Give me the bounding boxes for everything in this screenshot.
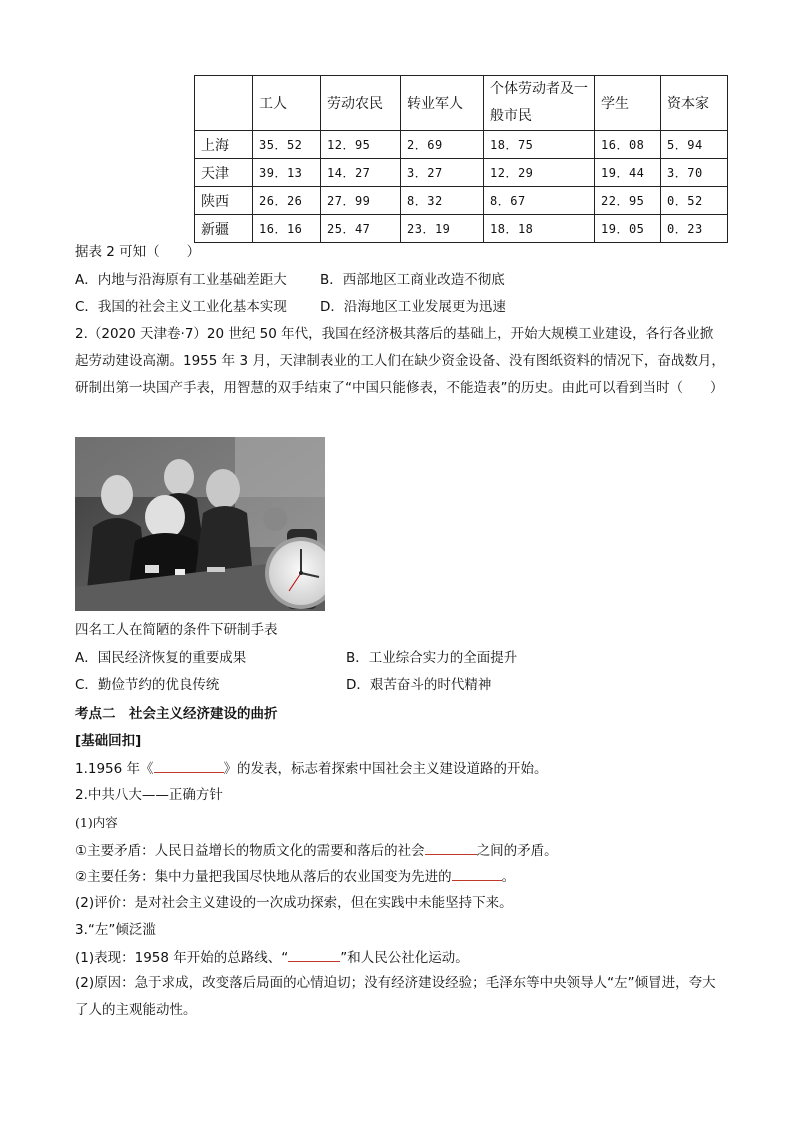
- table-cell-region: 陕西: [195, 187, 253, 215]
- table-cell-region: 上海: [195, 131, 253, 159]
- item-2-1: (1)内容: [75, 815, 118, 830]
- q1-option-a: A．内地与沿海原有工业基础差距大: [75, 272, 287, 288]
- q2-option-b: B．工业综合实力的全面提升: [346, 650, 518, 666]
- table-cell: 12．29: [484, 159, 595, 187]
- answer-blank[interactable]: [288, 947, 340, 962]
- table-cell: 0．52: [661, 187, 728, 215]
- answer-blank[interactable]: [425, 840, 477, 855]
- table-cell: 16．16: [253, 215, 321, 243]
- table-cell: 0．23: [661, 215, 728, 243]
- table-cell: 19．05: [595, 215, 661, 243]
- table-cell: 18．18: [484, 215, 595, 243]
- item-3-1: (1)表现：1958 年开始的总路线、“ ”和人民公社化运动。: [75, 947, 469, 968]
- table-cell: 22．95: [595, 187, 661, 215]
- table-row: [195, 215, 728, 243]
- section-title: 考点二 社会主义经济建设的曲折: [75, 706, 278, 722]
- section-subtitle: [基础回扣]: [75, 733, 142, 749]
- table-row: [195, 159, 728, 187]
- table-cell: 39．13: [253, 159, 321, 187]
- table-cell: 5．94: [661, 131, 728, 159]
- table-cell: 23．19: [401, 215, 484, 243]
- table-cell: 16．08: [595, 131, 661, 159]
- table-cell-region: 新疆: [195, 215, 253, 243]
- table-cell: 8．67: [484, 187, 595, 215]
- item-3: 3.“左”倾泛滥: [75, 922, 156, 938]
- table-cell: 27．99: [321, 187, 401, 215]
- table-cell: 8．32: [401, 187, 484, 215]
- q2-option-c: C．勤俭节约的优良传统: [75, 677, 220, 693]
- table-header-cell: 工人: [253, 76, 321, 131]
- item-1: 1.1956 年《 》的发表，标志着探索中国社会主义建设道路的开始。: [75, 758, 548, 779]
- item-3-2: (2)原因：急于求成，改变落后局面的心情迫切；没有经济建设经验；毛泽东等中央领导人“左”倾冒进，夸大了人的主观能动性。: [75, 975, 716, 1018]
- table-header-row: [195, 76, 728, 131]
- q1-stem: 据表 2 可知（ ）: [75, 244, 201, 260]
- table-header-cell: [195, 76, 253, 131]
- table-cell: 25．47: [321, 215, 401, 243]
- q1-option-c: C．我国的社会主义工业化基本实现: [75, 299, 287, 315]
- q2-option-a: A．国民经济恢复的重要成果: [75, 650, 247, 666]
- table-row: [195, 131, 728, 159]
- table-row: [195, 187, 728, 215]
- item-task: ②主要任务：集中力量把我国尽快地从落后的农业国变为先进的 。: [75, 866, 515, 887]
- table-header-cell: 资本家: [661, 76, 728, 131]
- q2-stem: 2.（2020 天津卷·7）20 世纪 50 年代，我国在经济极其落后的基础上，开始大规模工业建设，各行各业掀起劳动建设高潮。1955 年 3 月，天津制表业的工人们在缺少资金设备、没有图纸资料的情况下，奋战数月，研制出第一块国产手表，用智慧的双手结束了“中国只能修表，不能造表”的历史。由此可以看到当时（ ）: [75, 326, 725, 396]
- q1-option-d: D．沿海地区工业发展更为迅速: [320, 299, 506, 315]
- table-cell: 26．26: [253, 187, 321, 215]
- table-cell: 2．69: [401, 131, 484, 159]
- table-header-cell: 个体劳动者及一般市民: [484, 76, 595, 131]
- table-header-cell: 学生: [595, 76, 661, 131]
- table-header-cell: 劳动农民: [321, 76, 401, 131]
- table-cell-region: 天津: [195, 159, 253, 187]
- table-cell: 19．44: [595, 159, 661, 187]
- item-evaluation: (2)评价：是对社会主义建设的一次成功探索，但在实践中未能坚持下来。: [75, 895, 513, 911]
- table-cell: 3．70: [661, 159, 728, 187]
- q2-option-d: D．艰苦奋斗的时代精神: [346, 677, 492, 693]
- table-header-cell: 转业军人: [401, 76, 484, 131]
- table-cell: 14．27: [321, 159, 401, 187]
- answer-blank[interactable]: [154, 758, 224, 773]
- workers-making-watch-photo: [75, 437, 325, 611]
- population-table: [194, 75, 728, 243]
- table-cell: 18．75: [484, 131, 595, 159]
- item-2: 2.中共八大——正确方针: [75, 787, 223, 803]
- table-cell: 12．95: [321, 131, 401, 159]
- q1-option-b: B．西部地区工商业改造不彻底: [320, 272, 505, 288]
- photo-caption: 四名工人在简陋的条件下研制手表: [75, 622, 278, 638]
- table-cell: 35．52: [253, 131, 321, 159]
- table-cell: 3．27: [401, 159, 484, 187]
- answer-blank[interactable]: [452, 866, 502, 881]
- item-contradiction: ①主要矛盾：人民日益增长的物质文化的需要和落后的社会 之间的矛盾。: [75, 840, 558, 861]
